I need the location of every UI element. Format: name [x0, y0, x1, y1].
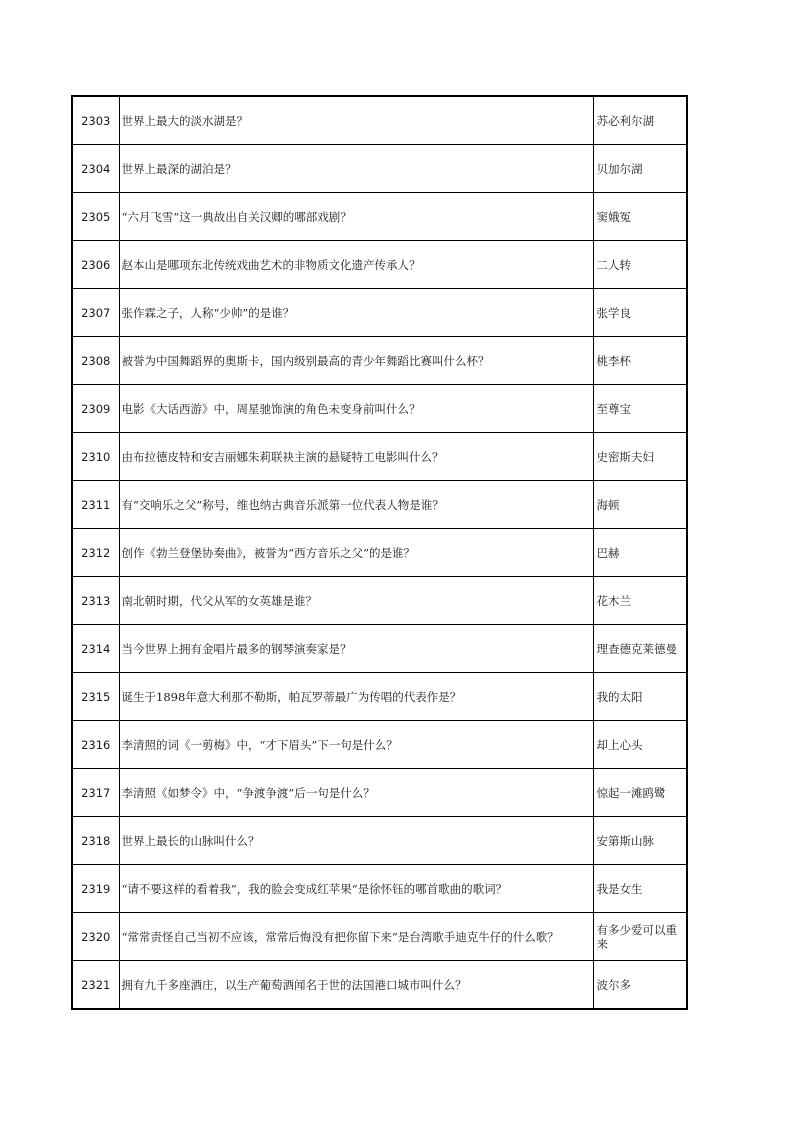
answer-text: 安第斯山脉	[593, 817, 687, 865]
answer-text: 史密斯夫妇	[593, 433, 687, 481]
answer-text: 我的太阳	[593, 673, 687, 721]
question-text: 李清照的词《一剪梅》中，“才下眉头”下一句是什么？	[119, 721, 593, 769]
table-row	[72, 481, 687, 529]
question-number: 2317	[72, 769, 119, 817]
table-row	[72, 337, 687, 385]
question-text: 当今世界上拥有金唱片最多的钢琴演奏家是？	[119, 625, 593, 673]
answer-text: 贝加尔湖	[593, 145, 687, 193]
question-number: 2321	[72, 961, 119, 1010]
question-number: 2316	[72, 721, 119, 769]
question-text: 拥有九千多座酒庄，以生产葡萄酒闻名于世的法国港口城市叫什么？	[119, 961, 593, 1010]
question-text: 赵本山是哪项东北传统戏曲艺术的非物质文化遗产传承人？	[119, 241, 593, 289]
answer-text: 惊起一滩鸥鹭	[593, 769, 687, 817]
question-text: 被誉为中国舞蹈界的奥斯卡，国内级别最高的青少年舞蹈比赛叫什么杯？	[119, 337, 593, 385]
answer-text: 有多少爱可以重来	[593, 913, 687, 961]
table-row	[72, 625, 687, 673]
answer-text: 波尔多	[593, 961, 687, 1010]
answer-text: 海顿	[593, 481, 687, 529]
question-text: 张作霖之子，人称“少帅”的是谁？	[119, 289, 593, 337]
table-row	[72, 817, 687, 865]
question-text: 电影《大话西游》中，周星驰饰演的角色未变身前叫什么？	[119, 385, 593, 433]
table-row	[72, 193, 687, 241]
table-row	[72, 865, 687, 913]
answer-text: 理查德克莱德曼	[593, 625, 687, 673]
answer-text: 张学良	[593, 289, 687, 337]
answer-text: 至尊宝	[593, 385, 687, 433]
question-number: 2310	[72, 433, 119, 481]
answer-text: 窦娥冤	[593, 193, 687, 241]
table-row	[72, 145, 687, 193]
question-text: 由布拉德皮特和安吉丽娜朱莉联袂主演的悬疑特工电影叫什么？	[119, 433, 593, 481]
question-text: 有“交响乐之父”称号，维也纳古典音乐派第一位代表人物是谁？	[119, 481, 593, 529]
table-row	[72, 385, 687, 433]
table-row	[72, 433, 687, 481]
qa-table	[71, 95, 688, 1010]
answer-text: 二人转	[593, 241, 687, 289]
table-row	[72, 529, 687, 577]
question-text: “六月飞雪”这一典故出自关汉卿的哪部戏剧？	[119, 193, 593, 241]
question-text: “请不要这样的看着我”，我的脸会变成红苹果“是徐怀钰的哪首歌曲的歌词？	[119, 865, 593, 913]
table-row	[72, 577, 687, 625]
answer-text: 花木兰	[593, 577, 687, 625]
question-number: 2305	[72, 193, 119, 241]
table-row	[72, 96, 687, 145]
question-number: 2307	[72, 289, 119, 337]
question-number: 2311	[72, 481, 119, 529]
table-row	[72, 769, 687, 817]
question-number: 2304	[72, 145, 119, 193]
answer-text: 巴赫	[593, 529, 687, 577]
table-row	[72, 721, 687, 769]
question-text: 李清照《如梦令》中，“争渡争渡”后一句是什么？	[119, 769, 593, 817]
table-row	[72, 289, 687, 337]
answer-text: 苏必利尔湖	[593, 96, 687, 145]
question-number: 2320	[72, 913, 119, 961]
question-number: 2319	[72, 865, 119, 913]
answer-text: 却上心头	[593, 721, 687, 769]
table-row	[72, 241, 687, 289]
question-number: 2306	[72, 241, 119, 289]
table-row	[72, 673, 687, 721]
question-text: 南北朝时期，代父从军的女英雄是谁？	[119, 577, 593, 625]
question-number: 2309	[72, 385, 119, 433]
question-number: 2318	[72, 817, 119, 865]
question-text: 世界上最长的山脉叫什么？	[119, 817, 593, 865]
question-text: 诞生于1898年意大利那不勒斯，帕瓦罗蒂最广为传唱的代表作是？	[119, 673, 593, 721]
table-row	[72, 913, 687, 961]
question-number: 2315	[72, 673, 119, 721]
table-row	[72, 961, 687, 1010]
question-number: 2303	[72, 96, 119, 145]
question-number: 2314	[72, 625, 119, 673]
answer-text: 桃李杯	[593, 337, 687, 385]
question-number: 2308	[72, 337, 119, 385]
question-text: 创作《勃兰登堡协奏曲》，被誉为“西方音乐之父”的是谁？	[119, 529, 593, 577]
question-number: 2313	[72, 577, 119, 625]
question-text: 世界上最深的湖泊是？	[119, 145, 593, 193]
question-text: 世界上最大的淡水湖是？	[119, 96, 593, 145]
question-text: “常常责怪自己当初不应该，常常后悔没有把你留下来”是台湾歌手迪克牛仔的什么歌？	[119, 913, 593, 961]
answer-text: 我是女生	[593, 865, 687, 913]
qa-table-body	[72, 96, 687, 1009]
question-number: 2312	[72, 529, 119, 577]
